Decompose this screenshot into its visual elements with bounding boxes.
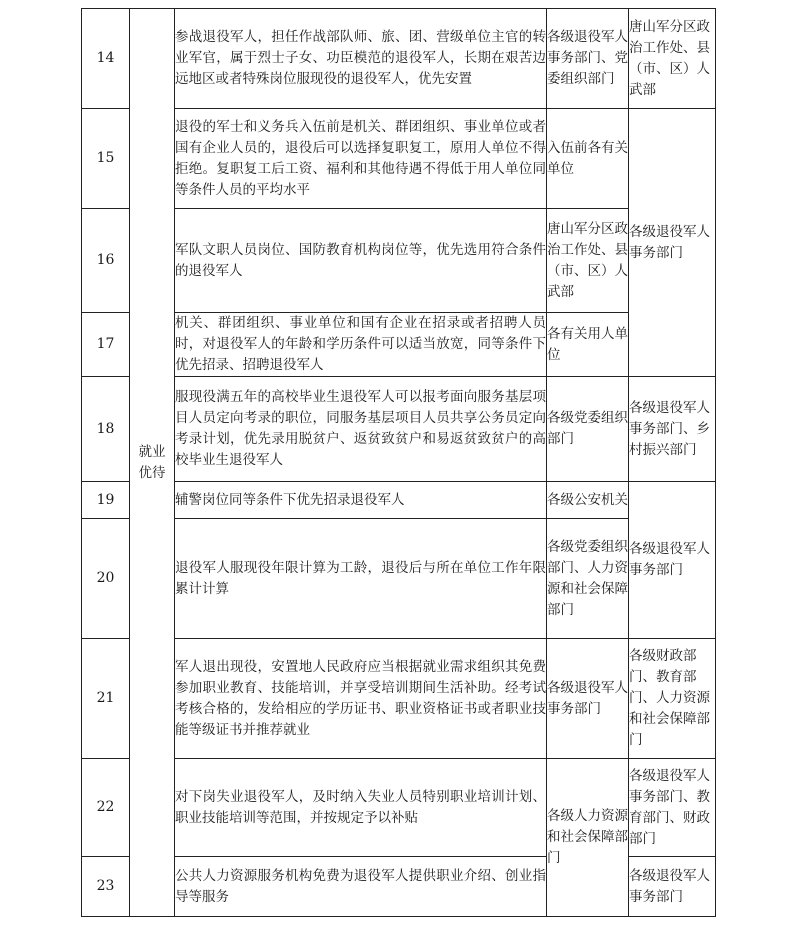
policy-content: 辅警岗位同等条件下优先招录退役军人	[175, 482, 547, 519]
cooperating-department: 各级退役军人事务部门、乡村振兴部门	[629, 377, 716, 482]
table-row	[82, 759, 716, 857]
cooperating-department: 各级退役军人事务部门	[629, 109, 716, 377]
row-number: 18	[82, 377, 130, 482]
policy-content: 公共人力资源服务机构免费为退役军人提供职业介绍、创业指导等服务	[175, 857, 547, 917]
row-number: 23	[82, 857, 130, 917]
policy-content: 对下岗失业退役军人，及时纳入失业人员特别职业培训计划、职业技能培训等范围，并按规定予以补贴	[175, 759, 547, 857]
cooperating-department: 各级退役军人事务部门	[629, 857, 716, 917]
cooperating-department: 各级财政部门、教育部门、人力资源和社会保障部门	[629, 639, 716, 759]
row-number: 14	[82, 9, 130, 109]
table-row	[82, 377, 716, 482]
row-number: 19	[82, 482, 130, 519]
row-number: 21	[82, 639, 130, 759]
row-number: 20	[82, 519, 130, 639]
policy-content: 军人退出现役，安置地人民政府应当根据就业需求组织其免费参加职业教育、技能培训，并享受培训期间生活补助。经考试考核合格的，发给相应的学历证书、职业资格证书或者职业技能等级证书并推荐就业	[175, 639, 547, 759]
table-row	[82, 519, 716, 639]
policy-content: 退役的军士和义务兵入伍前是机关、群团组织、事业单位或者国有企业人员的，退役后可以选择复职复工，原用人单位不得拒绝。复职复工后工资、福利和其他待遇不得低于用人单位同等条件人员的平均水平	[175, 109, 547, 209]
responsible-department: 各级退役军人事务部门	[547, 639, 629, 759]
row-number: 22	[82, 759, 130, 857]
category-label: 就业	[138, 443, 166, 460]
responsible-department: 入伍前各有关单位	[547, 109, 629, 209]
policy-content: 服现役满五年的高校毕业生退役军人可以报考面向服务基层项目人员定向考录的职位，同服务基层项目人员共享公务员定向考录计划，优先录用脱贫户、返贫致贫户和易返贫致贫户的高校毕业生退役军人	[175, 377, 547, 482]
category-label: 优待	[138, 464, 166, 481]
responsible-department: 各级党委组织部门	[547, 377, 629, 482]
table-row	[82, 482, 716, 519]
policy-content: 机关、群团组织、事业单位和国有企业在招录或者招聘人员时，对退役军人的年龄和学历条件可以适当放宽，同等条件下优先招录、招聘退役军人	[175, 313, 547, 377]
category-cell	[130, 9, 175, 917]
policy-content: 军队文职人员岗位、国防教育机构岗位等，优先选用符合条件的退役军人	[175, 209, 547, 313]
cooperating-department: 各级退役军人事务部门	[629, 482, 716, 639]
responsible-department: 唐山军分区政治工作处、县（市、区）人武部	[547, 209, 629, 313]
table-row	[82, 109, 716, 209]
responsible-department: 各级公安机关	[547, 482, 629, 519]
row-number: 17	[82, 313, 130, 377]
responsible-department: 各级人力资源和社会保障部门	[547, 759, 629, 917]
table-row	[82, 209, 716, 313]
policy-content: 参战退役军人，担任作战部队师、旅、团、营级单位主官的转业军官，属于烈士子女、功臣模范的退役军人，长期在艰苦边远地区或者特殊岗位服现役的退役军人，优先安置	[175, 9, 547, 109]
table-row	[82, 639, 716, 759]
cooperating-department: 各级退役军人事务部门、教育部门、财政部门	[629, 759, 716, 857]
cooperating-department: 唐山军分区政治工作处、县（市、区）人武部	[629, 9, 716, 109]
row-number: 15	[82, 109, 130, 209]
responsible-department: 各级退役军人事务部门、党委组织部门	[547, 9, 629, 109]
policy-content: 退役军人服现役年限计算为工龄，退役后与所在单位工作年限累计计算	[175, 519, 547, 639]
responsible-department: 各级党委组织部门、人力资源和社会保障部门	[547, 519, 629, 639]
table-row	[82, 9, 716, 109]
row-number: 16	[82, 209, 130, 313]
responsible-department: 各有关用人单位	[547, 313, 629, 377]
table-row	[82, 313, 716, 377]
policy-table	[81, 8, 716, 917]
